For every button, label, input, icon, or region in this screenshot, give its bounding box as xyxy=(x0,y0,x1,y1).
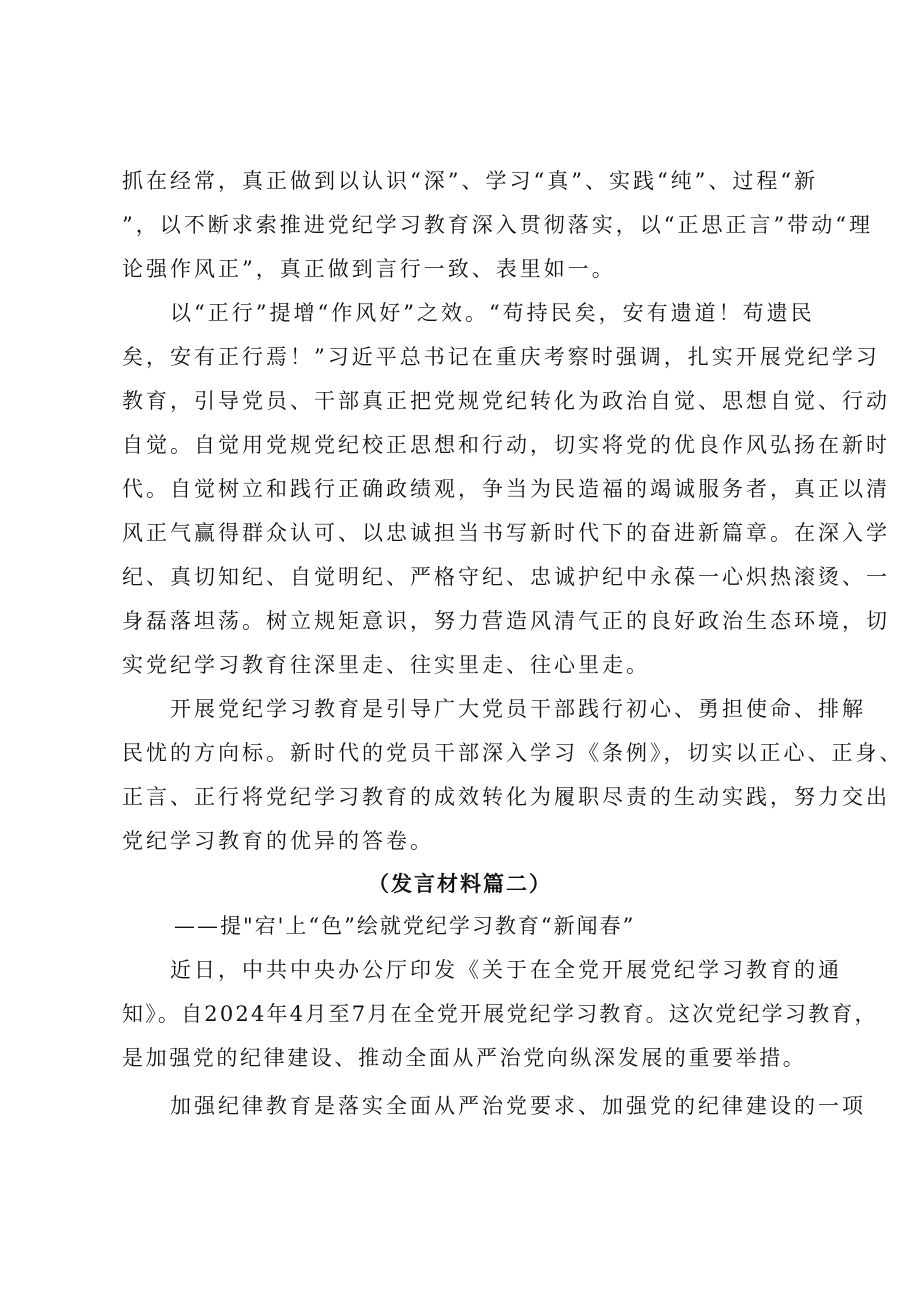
subtitle: ——提"宕'上“色”绘就党纪学习教育“新闻春” xyxy=(174,914,636,938)
paragraph-2-line-9: 实党纪学习教育往深里走、往实里走、往心里走。 xyxy=(122,653,650,677)
paragraph-2-line-7: 纪、真切知纪、自觉明纪、严格守纪、忠诚护纪中永葆一心炽热滚烫、一 xyxy=(122,565,890,589)
paragraph-2-line-1: 以“正行”提增“作风好”之效。“苟持民矣，安有遗道！苟遗民 xyxy=(170,301,815,325)
paragraph-4-line-2: 知》。自2024年4月至7月在全党开展党纪学习教育。这次党纪学习教育， xyxy=(122,1002,878,1026)
paragraph-3-line-1: 开展党纪学习教育是引导广大党员干部践行初心、勇担使命、排解 xyxy=(170,697,866,721)
paragraph-3-line-3: 正言、正行将党纪学习教育的成效转化为履职尽责的生动实践，努力交出 xyxy=(122,785,890,809)
paragraph-2-line-4: 自觉。自觉用党规党纪校正思想和行动，切实将党的优良作风弘扬在新时 xyxy=(122,433,890,457)
paragraph-2-line-5: 代。自觉树立和践行正确政绩观，争当为民造福的竭诚服务者，真正以清 xyxy=(122,477,890,501)
paragraph-3-line-2: 民忧的方向标。新时代的党员干部深入学习《条例》，切实以正心、正身、 xyxy=(122,741,904,765)
paragraph-2-line-8: 身磊落坦荡。树立规矩意识，努力营造风清气正的良好政治生态环境，切 xyxy=(122,609,890,633)
paragraph-2-line-6: 风正气赢得群众认可、以忠诚担当书写新时代下的奋进新篇章。在深入学 xyxy=(122,521,890,545)
paragraph-1-line-1: 抓在经常，真正做到以认识“深”、学习“真”、实践“纯”、过程“新 xyxy=(122,169,819,193)
paragraph-1-line-3: 论强作风正”，真正做到言行一致、表里如一。 xyxy=(122,257,616,281)
paragraph-2-line-3: 教育，引导党员、干部真正把党规党纪转化为政治自觉、思想自觉、行动 xyxy=(122,389,890,413)
paragraph-3-line-4: 党纪学习教育的优异的答卷。 xyxy=(122,829,434,853)
paragraph-4-line-1: 近日，中共中央办公厅印发《关于在全党开展党纪学习教育的通 xyxy=(170,958,842,982)
paragraph-4-line-3: 是加强党的纪律建设、推动全面从严治党向纵深发展的重要举措。 xyxy=(122,1046,807,1070)
section-heading: （发言材料篇二） xyxy=(368,871,552,896)
paragraph-2-line-2: 矣，安有正行焉！”习近平总书记在重庆考察时强调，扎实开展党纪学习 xyxy=(122,345,880,369)
paragraph-5-line-1: 加强纪律教育是落实全面从严治党要求、加强党的纪律建设的一项 xyxy=(170,1094,866,1118)
paragraph-1-line-2: ”，以不断求索推进党纪学习教育深入贯彻落实，以“正思正言”带动“理 xyxy=(122,213,873,237)
